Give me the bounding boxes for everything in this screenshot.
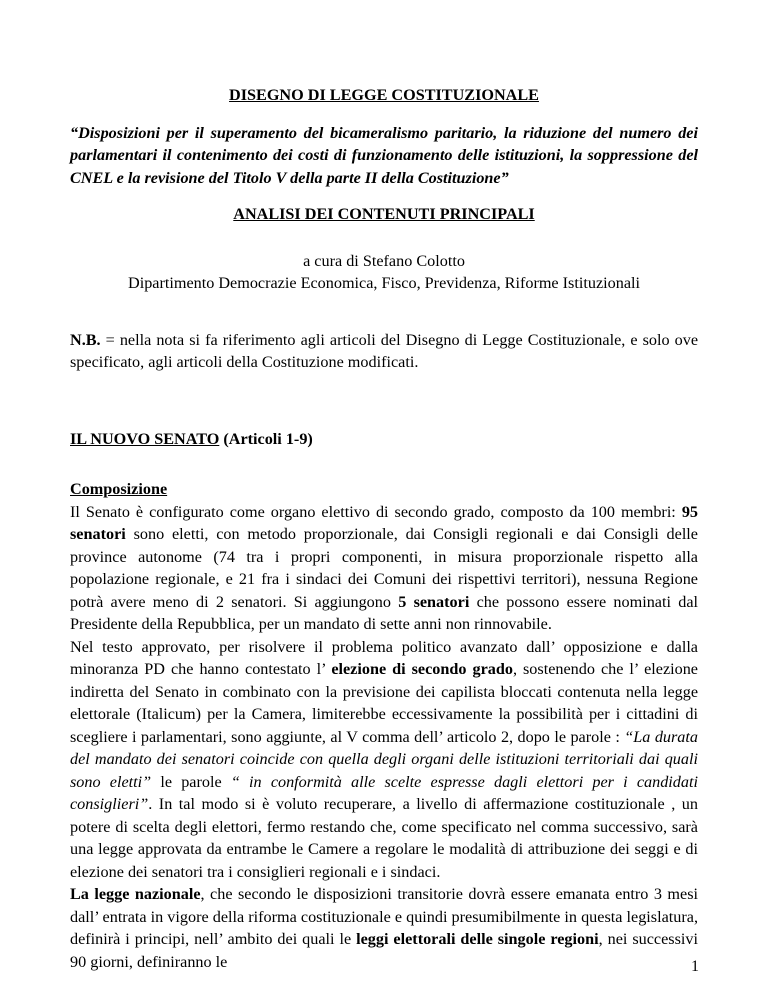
section-heading — [70, 428, 698, 451]
page-number: 1 — [691, 958, 699, 975]
nb-note — [70, 329, 698, 374]
document-title: DISEGNO DI LEGGE COSTITUZIONALE — [229, 86, 539, 104]
paragraph-composition: Il Senato è configurato come organo elettivo di secondo grado, composto da 100 membri: 95 senatori sono eletti, con metodo proporzionale, dai Consigli regionali e dai Consigli delle province autonome (74 tra i propri componenti, in misura proporzionale rispetto alla popolazione regionale, e 21 fra i sindaci dei Comuni dei rispettivi territori), nessuna Regione potrà avere meno di 2 senatori. Si aggiungono 5 senatori che possono essere nominati dal Presidente della Repubblica, per un mandato di sette anni non rinnovabile. — [70, 502, 699, 633]
paragraph-national-law: La legge nazionale, che secondo le disposizioni transitorie dovrà essere emanata entro 3 mesi dall’ entrata in vigore della riforma costituzionale e quindi presumibilmente in questa legislatura, definirà i principi, nell’ ambito dei quali le leggi elettorali delle singole regioni, nei successivi 90 giorni, definiranno le — [70, 885, 698, 971]
nb-text: = nella nota si fa riferimento agli articoli del Disegno di Legge Costituzionale, e solo ove specificato, agli articoli della Costituzione modificati. — [70, 330, 698, 371]
authors-block — [70, 250, 698, 294]
nb-label: N.B. — [70, 330, 101, 349]
paragraph-second-degree-election: Nel testo approvato, per risolvere il problema politico avanzato dall’ opposizione e dalla minoranza PD che hanno contestato l’ elezione di secondo grado, sostenendo che l’ elezione indiretta del Senato in combinato con la previsione dei capilista bloccati contenuta nella legge elettorale (Italicum) per la Camera, limiterebbe eccessivamente la possibilità per i cittadini di scegliere i parlamentari, sono aggiunte, al V comma dell’ articolo 2, dopo le parole : “La durata del mandato dei senatori coincide con quella degli organi delle istituzioni territoriali dai quali sono eletti” le parole “ in conformità alle scelte espresse dagli elettori per i candidati consiglieri”. In tal modo si è voluto recuperare, a livello di affermazione costituzionale , un potere di scelta degli elettori, fermo restando che, come specificato nel comma successivo, sarà una legge approvata da entrambe le Camere a regolare le modalità di attribuzione dei seggi e di elezione dei senatori tra i consiglieri regionali e i sindaci. — [70, 637, 698, 881]
document-body — [70, 84, 698, 973]
department-line: Dipartimento Democrazie Economica, Fisco, Previdenza, Riforme Istituzionali — [128, 273, 640, 292]
section-title: IL NUOVO SENATO — [70, 429, 220, 448]
analysis-title: ANALISI DEI CONTENUTI PRINCIPALI — [233, 205, 535, 223]
subsection-heading: Composizione — [70, 480, 168, 498]
document-subtitle: “Disposizioni per il superamento del bicameralismo paritario, la riduzione del numero dei parlamentari il contenimento dei costi di funzionamento delle istituzioni, la soppressione del CNEL e la revisione del Titolo V della parte II della Costituzione” — [70, 123, 698, 187]
author-line: a cura di Stefano Colotto — [303, 251, 465, 270]
section-articles: (Articoli 1-9) — [219, 429, 313, 448]
